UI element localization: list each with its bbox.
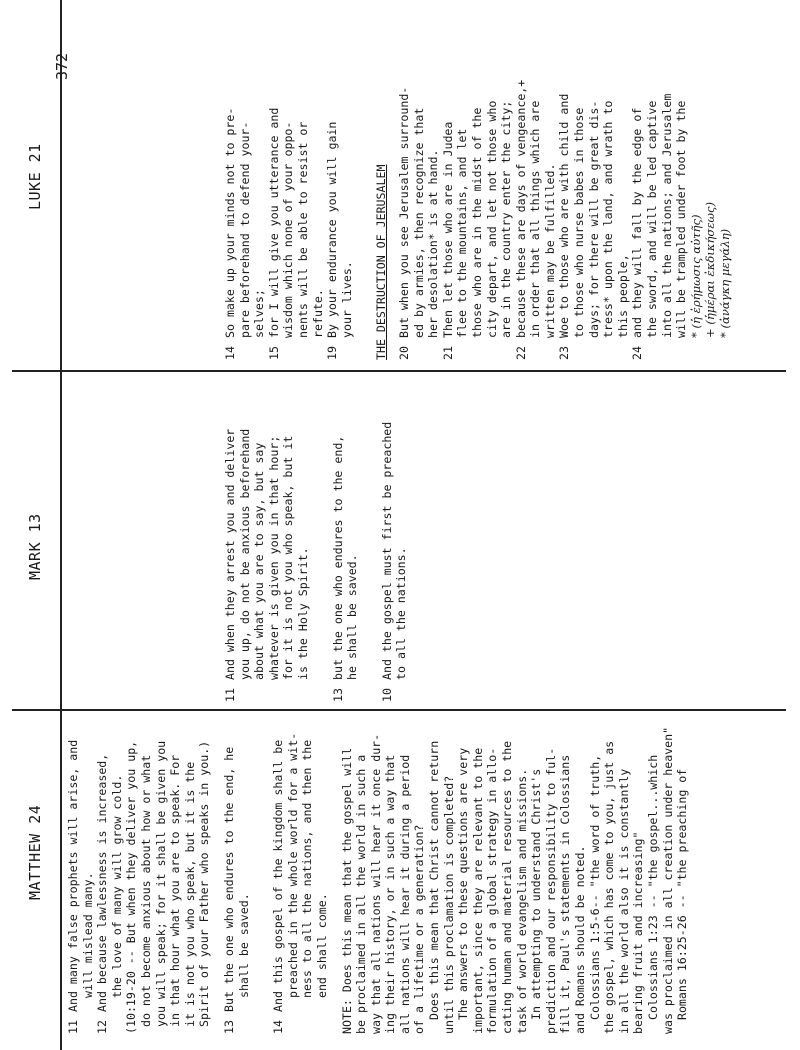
verse-number: 11 [223,688,237,702]
verse-text: Then let those who are in Judea flee to the mountains, and let those who are in the midst of the city depart, and let not those who are in the country enter the city; [440,100,514,338]
verse-text: and they will fall by the edge of the sword, and will be led captive into all the nations; and Jerusalem will be trampled under foot by the [630,93,689,338]
parallel-note: (10:19-20 -- But when they deliver you up, do not become anxious about how or what you will speak; for it shall be given you in that hour what you are to speak. For it is not you who speak, but it is the Spirit of your Father who speaks in you.) [124,740,212,1034]
verse-text: But when you see Jerusalem surround- ed by armies, then recognize that her desolation* is at hand. [396,86,441,338]
verse-text: And because lawlessness is increased, the love of many will grow cold. [95,753,124,1012]
verse-row [514,10,558,360]
verse-text: By your endurance you will gain your lives. [325,121,354,338]
verse-text: But the one who endures to the end, he shall be saved. [221,746,251,1012]
header-luke: LUKE 21 [26,143,44,210]
verse-row [271,714,329,1034]
verse-number: 10 [379,688,394,702]
section-title: THE DESTRUCTION OF JERUSALEM [374,164,389,360]
column-divider-2 [12,370,786,372]
verse-row [441,10,514,360]
verse-row [222,714,251,1034]
verse-text: because these are days of vengeance,+ in order that all things which are written may be fulfilled. [513,79,557,338]
verse-row [223,377,311,702]
verse-number: 14 [223,346,237,360]
verse-row [557,10,630,360]
verse-number: 13 [330,688,345,702]
greek-footnotes: * (ἡ ἐρήμωσις αὐτῆς) + (ἡμέραι ἐκδικήσεως) * (ἀνάγκη μεγάλη) [688,201,732,338]
verse-number: 21 [440,346,455,360]
verse-row [95,714,124,1034]
commentary-note: NOTE: Does this mean that the gospel will be proclaimed in all the world in such a way that all nations will hear it once dur- ing their history, or in such a way that all nations will hear it during a period of a lifetime or a generation? Does this mean that Christ cannot return until this proclamation is completed? The answers to these questions are very important, since they are relevant to the formulation of a global strategy in allo- cating human and material resources to the task of world evangelism and missions. In attempting to understand Christ's prediction and our responsibility to ful- fill it, Paul's statements in Colossians and Romans should be noted. Colossians 1:5-6-- "the word of truth, the gospel, which has come to you, just as in all the world also it is constantly bearing fruit and increasing" Colossians 1:23 -- "the gospel...which was proclaimed in all creation under heaven" Romans 16:25-26 -- "the preaching of [339,726,690,1034]
header-matthew: MATTHEW 24 [26,804,44,900]
verse-text: And many false prophets will arise, and will mislead many. [66,739,95,1012]
greek-notes-row [689,10,733,360]
header-divider [60,0,62,1050]
matthew-column [66,714,790,1034]
verse-number: 14 [271,1020,286,1034]
page-number: 372 [53,52,71,80]
verse-text: for I will give you utterance and wisdom which none of your oppo- nents will be able to resist or refute. [266,107,325,338]
mark-column [66,377,790,702]
verse-row [66,714,95,1034]
verse-number: 22 [513,346,528,360]
luke-column [66,10,790,360]
verse-row [325,10,354,360]
verse-number: 15 [266,346,281,360]
verse-text: So make up your minds not to pre- pare beforehand to defend your- selves; [223,107,267,338]
verse-row [397,10,441,360]
verse-text: And this gospel of the kingdom shall be preached in the whole world for a wit- ness to all the nations, and then the end shall come. [271,732,329,1012]
verse-number: 23 [557,346,572,360]
verse-number: 11 [66,1020,80,1034]
verse-number: 19 [325,346,340,360]
verse-row [223,10,267,360]
verse-row [630,10,688,360]
verse-text: And when they arrest you and deliver you up, do not be anxious beforehand about what you are to say, but say whatever is given you in that hour; for it is not you who speak, but it is the Holy Spirit. [223,428,310,680]
verse-row [380,377,409,702]
verse-text: And the gospel must first be preached to all the nations. [379,421,409,680]
verse-row [267,10,325,360]
verse-number: 12 [95,1020,110,1034]
verse-text: but the one who endures to the end, he shall be saved. [330,435,360,680]
verse-number: 13 [221,1020,236,1034]
verse-text: Woe to those who are with child and to those who nurse babes in those days; for there will be great dis- tress* upon the land, and wrath to this people, [557,93,630,338]
verse-number: 20 [396,346,411,360]
header-mark: MARK 13 [26,513,44,580]
verse-number: 24 [630,346,645,360]
column-divider-1 [12,709,786,711]
verse-row [331,377,360,702]
